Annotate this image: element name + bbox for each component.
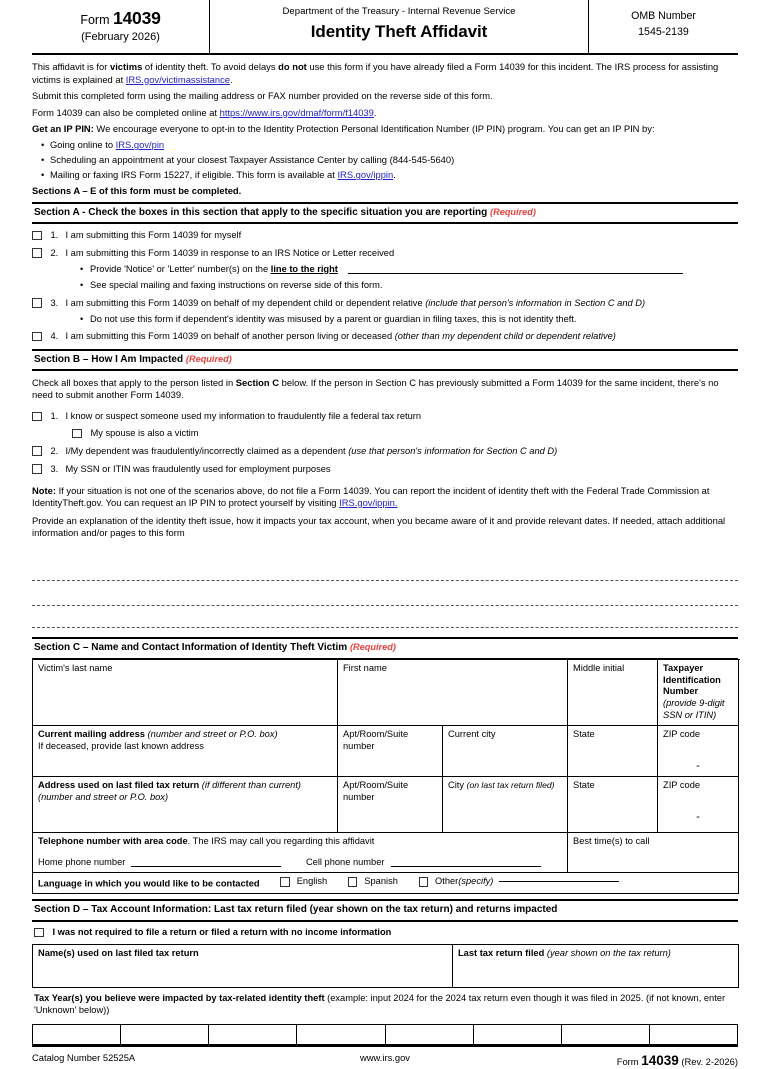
home-phone-label: Home phone number	[38, 856, 126, 867]
ippin-bullet-list	[32, 139, 738, 181]
names-used-label: Name(s) used on last filed tax return	[38, 948, 199, 959]
intro-paragraph-1	[32, 61, 738, 85]
intro-p1-victims: victims	[109, 61, 143, 73]
table-row	[33, 659, 739, 725]
current-apt-label: Apt/Room/Suite number	[343, 729, 409, 751]
omb-block	[588, 0, 738, 53]
phone-inputs-row	[38, 857, 562, 869]
prior-zip-label: ZIP code	[663, 780, 701, 791]
section-c-header	[32, 639, 738, 659]
section-d-no-return-label: I was not required to file a return or filed a return with no income information	[52, 927, 392, 938]
checkbox-b3[interactable]	[32, 464, 42, 474]
intro-p1-end: .	[230, 73, 233, 85]
tax-year-cell-3[interactable]	[209, 1024, 297, 1044]
notice-letter-number-input[interactable]	[348, 273, 683, 274]
form-footer	[32, 1045, 738, 1069]
tax-year-cell-4[interactable]	[297, 1024, 385, 1044]
intro-p1-c: use this form if you have already filed a Form 14039 for this incident. The IRS process for assisting victims is explained at	[32, 61, 719, 85]
language-label: Language in which you would like to be contacted	[38, 878, 260, 889]
section-b-item-2-text: I/My dependent was fraudulently/incorrectly claimed as a dependent	[65, 445, 349, 456]
section-d-table	[32, 944, 739, 988]
table-row	[33, 872, 739, 894]
checkbox-language-english[interactable]	[280, 877, 290, 887]
current-city-label: Current city	[448, 729, 496, 740]
section-b-intro-b: below. If the person in Section C has previously submitted a Form 14039 for the same incident, there's no need to submit another Form 14039.	[32, 377, 719, 401]
language-option-other[interactable]	[419, 876, 620, 888]
section-a-item-4-text: I am submitting this Form 14039 on behalf of another person living or deceased	[65, 331, 395, 342]
explanation-line-2[interactable]	[32, 581, 738, 606]
best-time-cell[interactable]	[568, 833, 739, 873]
section-b-item-1-label: I know or suspect someone used my information to fraudulently file a federal tax return	[65, 411, 422, 422]
section-a-sub2a-wrap	[90, 264, 338, 276]
section-c-table	[32, 659, 739, 895]
language-other-input[interactable]	[499, 881, 619, 882]
section-b-item-2-number: 2.	[50, 445, 59, 456]
tax-year-cell-2[interactable]	[121, 1024, 209, 1044]
prior-apt-label: Apt/Room/Suite number	[343, 780, 409, 802]
checkbox-b1[interactable]	[32, 412, 42, 422]
telephone-label: Telephone number with area code	[38, 836, 188, 847]
telephone-heading	[38, 836, 562, 848]
table-row	[33, 945, 739, 988]
prior-city-hint: (on last tax return filed)	[466, 780, 555, 791]
prior-zip-dash: -	[696, 810, 700, 823]
section-a-sub2a-text: Provide 'Notice' or 'Letter' number(s) on the	[90, 263, 271, 274]
sections-must-complete	[32, 185, 738, 197]
form-number-line	[32, 7, 209, 29]
current-zip-cell[interactable]	[658, 726, 739, 777]
current-zip-dash: -	[696, 759, 700, 772]
sections-must-complete-text: Sections A – E of this form must be completed.	[32, 185, 242, 197]
language-option-english[interactable]	[280, 876, 327, 888]
checkbox-a2[interactable]	[32, 248, 42, 258]
section-b-header	[32, 349, 738, 371]
tax-years-label: Tax Year(s) you believe were impacted by tax-related identity theft	[34, 993, 325, 1004]
checkbox-a3[interactable]	[32, 298, 42, 308]
section-b-spouse-row[interactable]	[32, 428, 738, 440]
prior-address-hint2: (number and street or P.O. box)	[38, 791, 169, 802]
current-address-deceased-note: If deceased, provide last known address	[38, 740, 204, 751]
language-option-spanish[interactable]	[348, 876, 398, 888]
section-a-item-2[interactable]	[32, 248, 738, 260]
section-c-heading: Section C – Name and Contact Information of Identity Theft Victim	[34, 641, 348, 653]
intro-section	[32, 55, 738, 197]
section-a-item-1-label: I am submitting this Form 14039 for myself	[65, 230, 242, 241]
form-number: 14039	[112, 8, 161, 28]
current-mailing-address-cell[interactable]	[33, 726, 338, 777]
section-a-item-2-sub-1	[32, 264, 738, 276]
prior-address-label: Address used on last filed tax return	[38, 780, 200, 791]
section-b-item-2-label	[66, 446, 739, 458]
section-b-required-badge: (Required)	[185, 353, 232, 364]
section-b-item-3[interactable]	[32, 464, 738, 476]
ippin-bullet-1	[50, 139, 738, 151]
intro-p1-b: of identity theft. To avoid delays	[142, 61, 279, 73]
section-a-required-badge: (Required)	[490, 206, 536, 217]
prior-city-cell[interactable]	[443, 777, 568, 833]
victim-last-name-cell[interactable]	[33, 659, 338, 725]
current-city-cell[interactable]	[443, 726, 568, 777]
prior-address-cell[interactable]	[33, 777, 338, 833]
section-c-wrapper	[32, 637, 738, 895]
section-d-heading: Section D – Tax Account Information: Last tax return filed (year shown on the tax return) and returns impacted	[34, 904, 558, 916]
section-b-explain-instructions: Provide an explanation of the identity theft issue, how it impacts your tax account, when you became aware of it and provide relevant dates. If needed, attach additional information and/or pages to this form	[32, 514, 726, 538]
section-b-intro-bold: Section C	[235, 377, 280, 389]
section-a-item-2-number: 2.	[50, 247, 59, 258]
current-address-hint: (number and street or P.O. box)	[147, 729, 278, 740]
ippin-text: We encourage everyone to opt-in to the Identity Protection Personal Identification Number (IP PIN) program. You can get an IP PIN by:	[93, 123, 655, 135]
footer-form-revision: (Rev. 2-2026)	[678, 1055, 738, 1067]
checkbox-a4[interactable]	[32, 332, 42, 342]
checkbox-not-required-to-file[interactable]	[34, 928, 44, 938]
current-apt-cell[interactable]	[338, 726, 443, 777]
tax-years-hint: (example: input 2024 for the 2024 tax return even though it was filed in 2025. (if not known, enter 'Unknown' below))	[34, 993, 726, 1016]
section-a-item-3[interactable]	[32, 298, 738, 310]
section-b-item-2-italic: (use that person's information for Section C and D)	[348, 445, 558, 456]
catalog-number: Catalog Number 52525A	[32, 1051, 136, 1063]
section-b-note-text: If your situation is not one of the scenarios above, do not file a Form 14039. You can report the incident of identity theft with the Federal Trade Commission at IdentityTheft.gov. You can request an IP PIN to protect yourself by visiting	[32, 484, 710, 508]
note-ippin-link[interactable]: IRS.gov/ippin.	[339, 496, 398, 508]
cell-phone-label: Cell phone number	[305, 856, 385, 867]
language-spanish-label: Spanish	[364, 875, 398, 886]
prior-state-label: State	[573, 780, 595, 791]
footer-website: www.irs.gov	[359, 1051, 410, 1063]
section-a-item-3-number: 3.	[50, 297, 59, 308]
section-a-sub2a-bold: line to the right	[270, 263, 338, 274]
checkbox-language-spanish[interactable]	[348, 877, 358, 887]
victim-first-name-cell[interactable]	[338, 659, 568, 725]
table-row	[33, 1024, 738, 1044]
ippin-bullet-3-text: Mailing or faxing IRS Form 15227, if eligible. This form is available at	[50, 169, 338, 181]
telephone-note: . The IRS may call you regarding this affidavit	[187, 836, 375, 847]
section-a-heading: Section A - Check the boxes in this section that apply to the specific situation you are reporting	[34, 206, 488, 218]
ippin-bullet-1-text: Going online to	[50, 139, 116, 151]
section-b-intro	[32, 377, 738, 401]
table-row	[33, 726, 739, 777]
section-c-required-badge: (Required)	[349, 641, 396, 652]
ippin-bullet-3-end: .	[393, 169, 396, 181]
ippin-bullet-3	[50, 169, 738, 181]
checkbox-language-other[interactable]	[419, 877, 429, 887]
victim-tin-cell[interactable]	[658, 659, 739, 725]
intro-p3-end: .	[373, 106, 377, 118]
section-b-item-1[interactable]	[32, 411, 738, 423]
current-address-label: Current mailing address	[38, 729, 145, 740]
ippin-paragraph	[32, 123, 738, 135]
cell-phone-input[interactable]	[391, 866, 541, 867]
department-label: Department of the Treasury - Internal Revenue Service	[282, 6, 516, 17]
intro-p1-donot: do not	[278, 61, 307, 73]
section-a-item-4-italic: (other than my dependent child or dependent relative)	[394, 331, 616, 342]
intro-p1-a: This affidavit is for	[32, 61, 110, 73]
victim-middle-initial-label: Middle initial	[573, 662, 625, 673]
explanation-line-1[interactable]	[32, 556, 738, 581]
last-filed-label: Last tax return filed	[458, 948, 547, 959]
ippin-label: Get an IP PIN:	[32, 123, 94, 135]
tax-year-cell-7[interactable]	[561, 1024, 649, 1044]
victim-last-name-label: Victim's last name	[38, 662, 113, 673]
section-b-spouse-label: My spouse is also a victim	[90, 428, 199, 439]
intro-p3-a: Form 14039 can also be completed online at	[32, 106, 220, 118]
intro-paragraph-2: Submit this completed form using the mailing address or FAX number provided on the reverse side of this form.	[32, 90, 493, 102]
omb-label: OMB Number	[631, 10, 696, 22]
last-filed-cell[interactable]	[453, 945, 739, 988]
best-time-label: Best time(s) to call	[573, 836, 650, 847]
current-state-label: State	[573, 729, 595, 740]
section-a-item-1-number: 1.	[50, 230, 59, 241]
section-a-item-3-label	[66, 298, 739, 310]
section-a-item-2-label: I am submitting this Form 14039 in response to an IRS Notice or Letter received	[65, 247, 395, 258]
victim-middle-initial-cell[interactable]	[568, 659, 658, 725]
form-number-block	[32, 0, 210, 53]
telephone-cell[interactable]	[33, 833, 568, 873]
current-zip-label: ZIP code	[663, 729, 701, 740]
section-b-item-3-number: 3.	[50, 463, 59, 474]
table-row	[33, 777, 739, 833]
omb-number: 1545-2139	[638, 25, 689, 38]
prior-state-cell[interactable]	[568, 777, 658, 833]
section-a-header	[32, 202, 738, 224]
tax-year-cell-8[interactable]	[649, 1024, 737, 1044]
home-phone-input[interactable]	[131, 866, 281, 867]
explanation-line-3[interactable]	[32, 606, 738, 628]
footer-form-id	[503, 1052, 738, 1069]
victim-tin-label: Taxpayer Identification Number	[663, 662, 721, 697]
footer-form-number: 14039	[641, 1052, 679, 1068]
checkbox-spouse-victim[interactable]	[72, 429, 82, 439]
section-d-header	[32, 899, 738, 922]
victim-first-name-label: First name	[343, 662, 387, 673]
language-english-label: English	[296, 875, 328, 886]
language-other-label: Other	[435, 875, 459, 886]
ippin-bullet-2: • Scheduling an appointment at your closest Taxpayer Assistance Center by calling (844-545-5640)	[50, 154, 738, 166]
section-d-no-return-row[interactable]	[32, 922, 738, 944]
explanation-lines[interactable]	[32, 556, 738, 628]
form-title-block	[210, 0, 588, 53]
checkbox-b2[interactable]	[32, 446, 42, 456]
irs-gov-pin-link[interactable]: IRS.gov/pin	[115, 139, 165, 151]
section-a-item-3-text: I am submitting this Form 14039 on behalf of my dependent child or dependent relative	[65, 297, 426, 308]
victim-tin-hint: (provide 9-digit SSN or ITIN)	[663, 698, 725, 721]
online-form-link[interactable]: https://www.irs.gov/dmaf/form/f14039	[219, 106, 374, 118]
section-b-item-2[interactable]	[32, 446, 738, 458]
table-row	[33, 833, 739, 873]
section-a-item-3-sub: • Do not use this form if dependent's identity was misused by a parent or guardian in filing taxes, this is not identity theft.	[32, 314, 738, 326]
section-a-item-2-sub-2: • See special mailing and faxing instructions on reverse side of this form.	[32, 280, 738, 292]
section-a-item-4[interactable]	[32, 331, 738, 343]
checkbox-a1[interactable]	[32, 231, 42, 241]
language-other-hint: (specify)	[458, 875, 494, 886]
section-b-intro-a: Check all boxes that apply to the person listed in	[32, 377, 236, 389]
section-b-note-label: Note:	[32, 484, 56, 496]
prior-city-label: City	[448, 780, 467, 791]
tax-year-grid	[32, 1024, 738, 1045]
form-revision-date: (February 2026)	[81, 31, 160, 44]
footer-form-label: Form	[616, 1055, 642, 1067]
form-label: Form	[80, 13, 110, 27]
page-title: Identity Theft Affidavit	[310, 22, 488, 42]
current-state-cell[interactable]	[568, 726, 658, 777]
section-b-note	[32, 485, 738, 509]
section-b-item-3-label: My SSN or ITIN was fraudulently used for employment purposes	[65, 463, 331, 474]
irs-gov-ippin-link[interactable]: IRS.gov/ippin	[337, 169, 394, 181]
tax-years-instructions	[32, 988, 738, 1021]
prior-apt-cell[interactable]	[338, 777, 443, 833]
section-b-item-1-number: 1.	[50, 411, 59, 422]
prior-address-hint: (if different than current)	[201, 780, 301, 791]
section-a-item-1[interactable]	[32, 230, 738, 242]
tax-year-cell-6[interactable]	[473, 1024, 561, 1044]
prior-zip-cell[interactable]	[658, 777, 739, 833]
tax-year-cell-5[interactable]	[385, 1024, 473, 1044]
language-cell	[33, 872, 739, 894]
section-b-heading: Section B – How I Am Impacted	[34, 353, 184, 365]
names-used-cell[interactable]	[33, 945, 453, 988]
section-a-item-4-number: 4.	[50, 331, 59, 342]
section-a-item-4-label	[66, 331, 739, 343]
last-filed-hint: (year shown on the tax return)	[546, 948, 671, 959]
victimassistance-link[interactable]: IRS.gov/victimassistance	[125, 73, 230, 85]
tax-year-cell-1[interactable]	[33, 1024, 121, 1044]
intro-paragraph-3	[32, 107, 738, 119]
section-a-item-3-italic: (include that person's information in Section C and D)	[425, 297, 646, 308]
form-header	[32, 0, 738, 55]
